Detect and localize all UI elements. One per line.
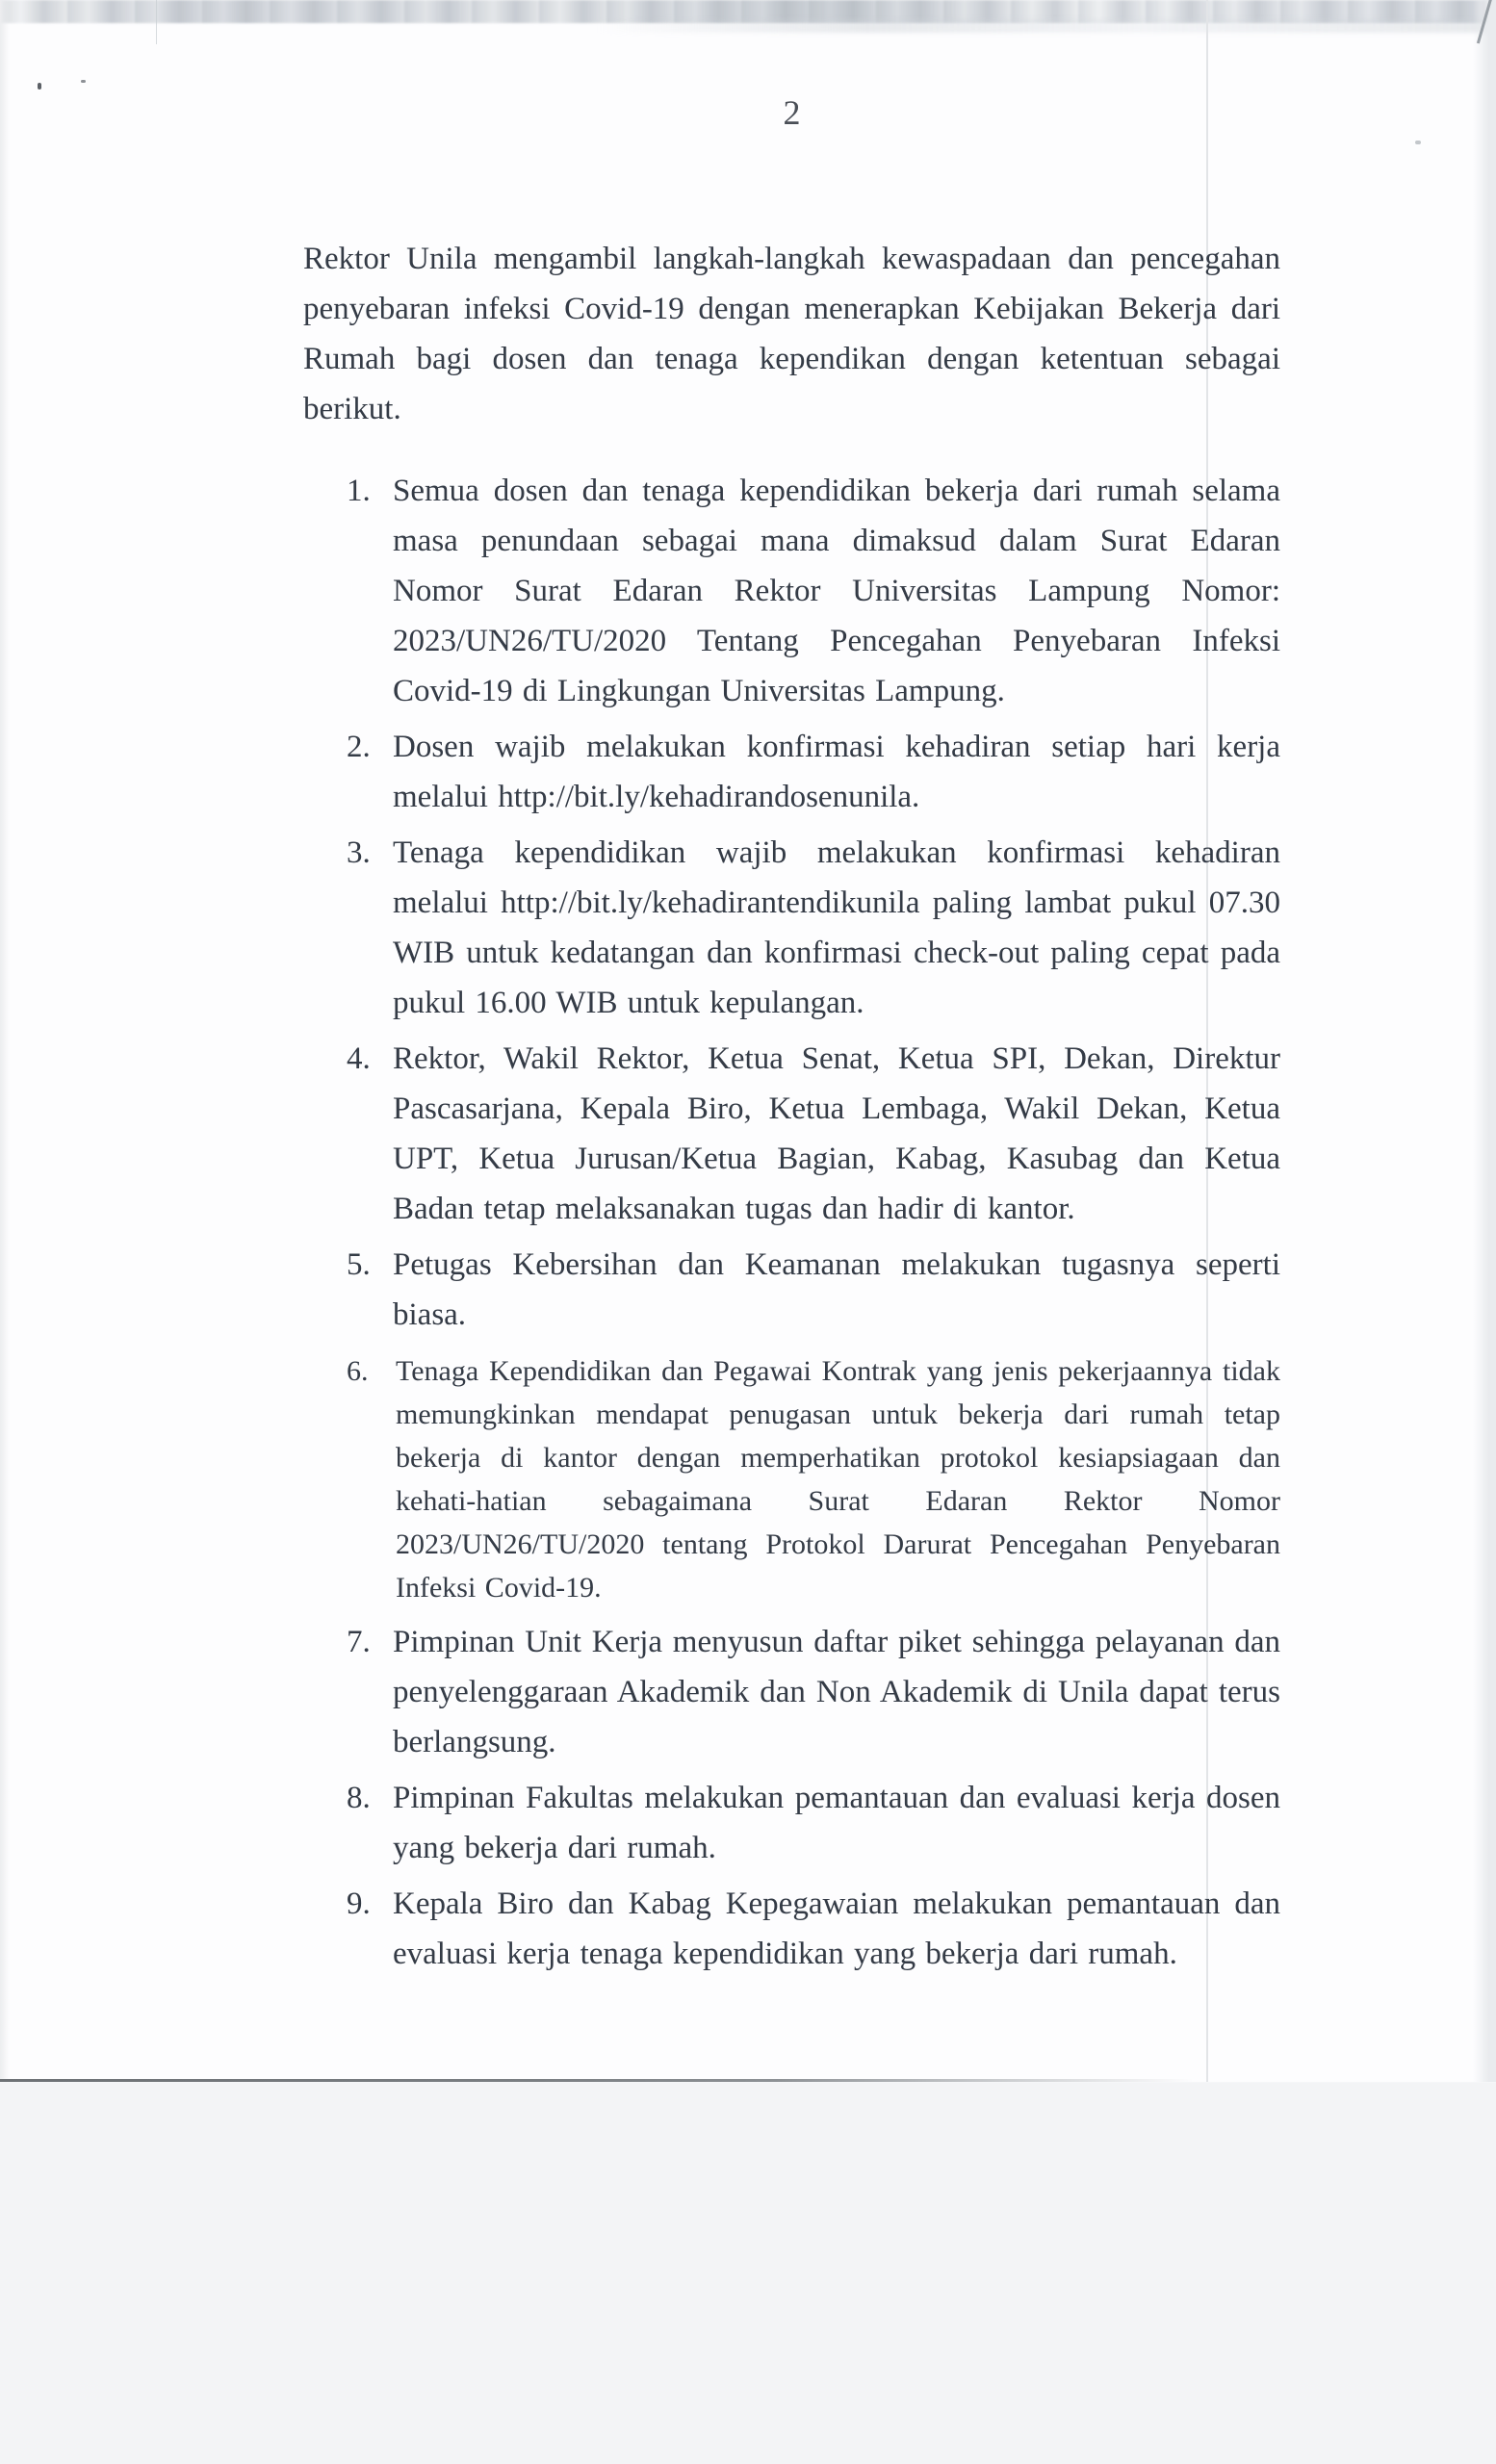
list-item-text: Pimpinan Fakultas melakukan pemantauan dan evaluasi kerja dosen yang bekerja dari rumah.	[393, 1781, 1280, 1865]
scan-vertical-streak	[156, 0, 157, 44]
scan-speck	[1415, 141, 1421, 144]
list-item-text: Tenaga Kependidikan dan Pegawai Kontrak yang jenis pekerjaannya tidak memungkinkan mendapat penugasan untuk bekerja dari rumah tetap bekerja di kantor dengan memperhatikan protokol kesiapsiagaan dan kehati-hatian sebagaimana Surat Edaran Rektor Nomor 2023/UN26/TU/2020 tentang Protokol Darurat Pencegahan Penyebaran Infeksi Covid-19.	[396, 1355, 1280, 1604]
list-item	[303, 1240, 1280, 1340]
scan-right-edge-shadow	[1473, 0, 1496, 2082]
list-item-number: 5.	[347, 1247, 371, 1282]
list-item-number: 1.	[347, 474, 371, 508]
list-item-number: 3.	[347, 835, 371, 870]
numbered-list	[303, 466, 1280, 1979]
scan-noise-band-secondary	[597, 19, 1496, 33]
list-item-text: Semua dosen dan tenaga kependidikan bekerja dari rumah selama masa penundaan sebagai mana dimaksud dalam Surat Edaran Nomor Surat Edaran Rektor Universitas Lampung Nomor: 2023/UN26/TU/2020 Tentang Pencegahan Penyebaran Infeksi Covid-19 di Lingkungan Universitas Lampung.	[393, 474, 1280, 708]
list-item-text: Rektor, Wakil Rektor, Ketua Senat, Ketua SPI, Dekan, Direktur Pascasarjana, Kepala Biro, Ketua Lembaga, Wakil Dekan, Ketua UPT, Ketua Jurusan/Ketua Bagian, Kabag, Kasubag dan Ketua Badan tetap melaksanakan tugas dan hadir di kantor.	[393, 1041, 1280, 1226]
paper-bottom-edge	[0, 2079, 1194, 2082]
list-item-text: Pimpinan Unit Kerja menyusun daftar piket sehingga pelayanan dan penyelenggaraan Akademik dan Non Akademik di Unila dapat terus berlangsung.	[393, 1625, 1280, 1759]
list-item	[303, 828, 1280, 1028]
list-item-number: 7.	[347, 1625, 371, 1659]
list-item-number: 2.	[347, 730, 371, 764]
list-item-text: Kepala Biro dan Kabag Kepegawaian melakukan pemantauan dan evaluasi kerja tenaga kependidikan yang bekerja dari rumah.	[393, 1886, 1280, 1971]
list-item	[303, 1879, 1280, 1979]
list-item	[303, 1773, 1280, 1873]
list-item-number: 8.	[347, 1781, 371, 1815]
list-item	[303, 1617, 1280, 1767]
letter-body	[303, 202, 1280, 1979]
list-item-number: 9.	[347, 1886, 371, 1921]
scan-speck	[81, 80, 86, 83]
list-item-text: Petugas Kebersihan dan Keamanan melakukan tugasnya seperti biasa.	[393, 1247, 1280, 1332]
scanner-background	[0, 2083, 1496, 2464]
list-item-number: 6.	[347, 1355, 369, 1387]
list-item	[303, 722, 1280, 822]
scan-left-edge-shadow	[0, 0, 10, 2082]
list-item	[303, 466, 1280, 716]
scan-speck	[38, 83, 41, 90]
intro-paragraph: Rektor Unila mengambil langkah-langkah kewaspadaan dan pencegahan penyebaran infeksi Covid-19 dengan menerapkan Kebijakan Bekerja dari Rumah bagi dosen dan tenaga kependikan dengan ketentuan sebagai berikut.	[303, 242, 1280, 426]
list-item	[303, 1034, 1280, 1234]
list-item-text: Dosen wajib melakukan konfirmasi kehadiran setiap hari kerja melalui http://bit.ly/kehadirandosenunila.	[393, 730, 1280, 814]
list-item	[303, 1349, 1280, 1609]
list-item-text: Tenaga kependidikan wajib melakukan konfirmasi kehadiran melalui http://bit.ly/kehadirantendikunila paling lambat pukul 07.30 WIB untuk kedatangan dan konfirmasi check-out paling cepat pada pukul 16.00 WIB untuk kepulangan.	[393, 835, 1280, 1020]
page-number: 2	[783, 93, 801, 132]
list-item-number: 4.	[347, 1041, 371, 1076]
